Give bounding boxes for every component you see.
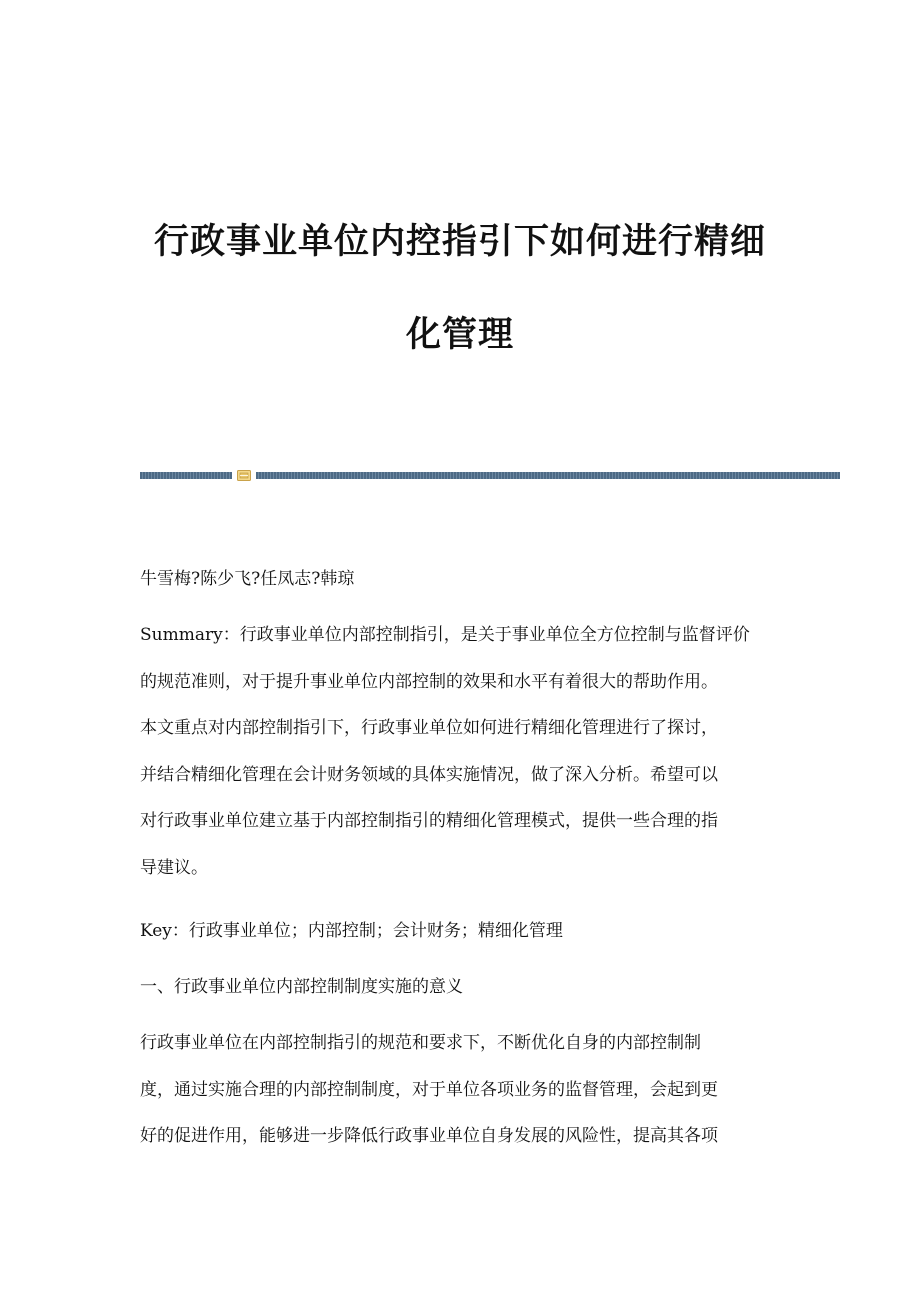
paragraph-line: 好的促进作用，能够进一步降低行政事业单位自身发展的风险性，提高其各项 — [140, 1126, 718, 1146]
summary-line: 对行政事业单位建立基于内部控制指引的精细化管理模式，提供一些合理的指 — [140, 811, 718, 831]
summary-block — [140, 627, 790, 906]
title-divider — [140, 470, 840, 480]
section-heading-text: 一、行政事业单位内部控制制度实施的意义 — [140, 977, 463, 997]
paragraph-line: 度，通过实施合理的内部控制制度，对于单位各项业务的监督管理，会起到更 — [140, 1079, 718, 1100]
keywords — [140, 923, 790, 940]
authors-text: 牛雪梅?陈少飞?任凤志?韩琼 — [140, 569, 355, 589]
authors — [140, 571, 790, 588]
section-heading — [140, 979, 790, 996]
section-paragraph — [140, 1035, 790, 1175]
title-line-1: 行政事业单位内控指引下如何进行精细 — [153, 222, 766, 262]
summary-line: 并结合精细化管理在会计财务领域的具体实施情况，做了深入分析。希望可以 — [140, 764, 718, 785]
summary-line: Summary：行政事业单位内部控制指引，是关于事业单位全方位控制与监督评价 — [140, 625, 750, 645]
keywords-text: Key：行政事业单位；内部控制；会计财务；精细化管理 — [140, 921, 563, 941]
summary-line: 导建议。 — [140, 857, 208, 878]
divider-bar-left — [140, 472, 232, 479]
paragraph-line: 行政事业单位在内部控制指引的规范和要求下，不断优化自身的内部控制制 — [140, 1033, 701, 1053]
ornament-icon — [237, 470, 251, 481]
summary-line: 的规范准则，对于提升事业单位内部控制的效果和水平有着很大的帮助作用。 — [140, 671, 718, 692]
divider-bar-right — [256, 472, 840, 479]
title-line-2: 化管理 — [405, 315, 514, 355]
summary-line: 本文重点对内部控制指引下，行政事业单位如何进行精细化管理进行了探讨， — [140, 718, 718, 738]
